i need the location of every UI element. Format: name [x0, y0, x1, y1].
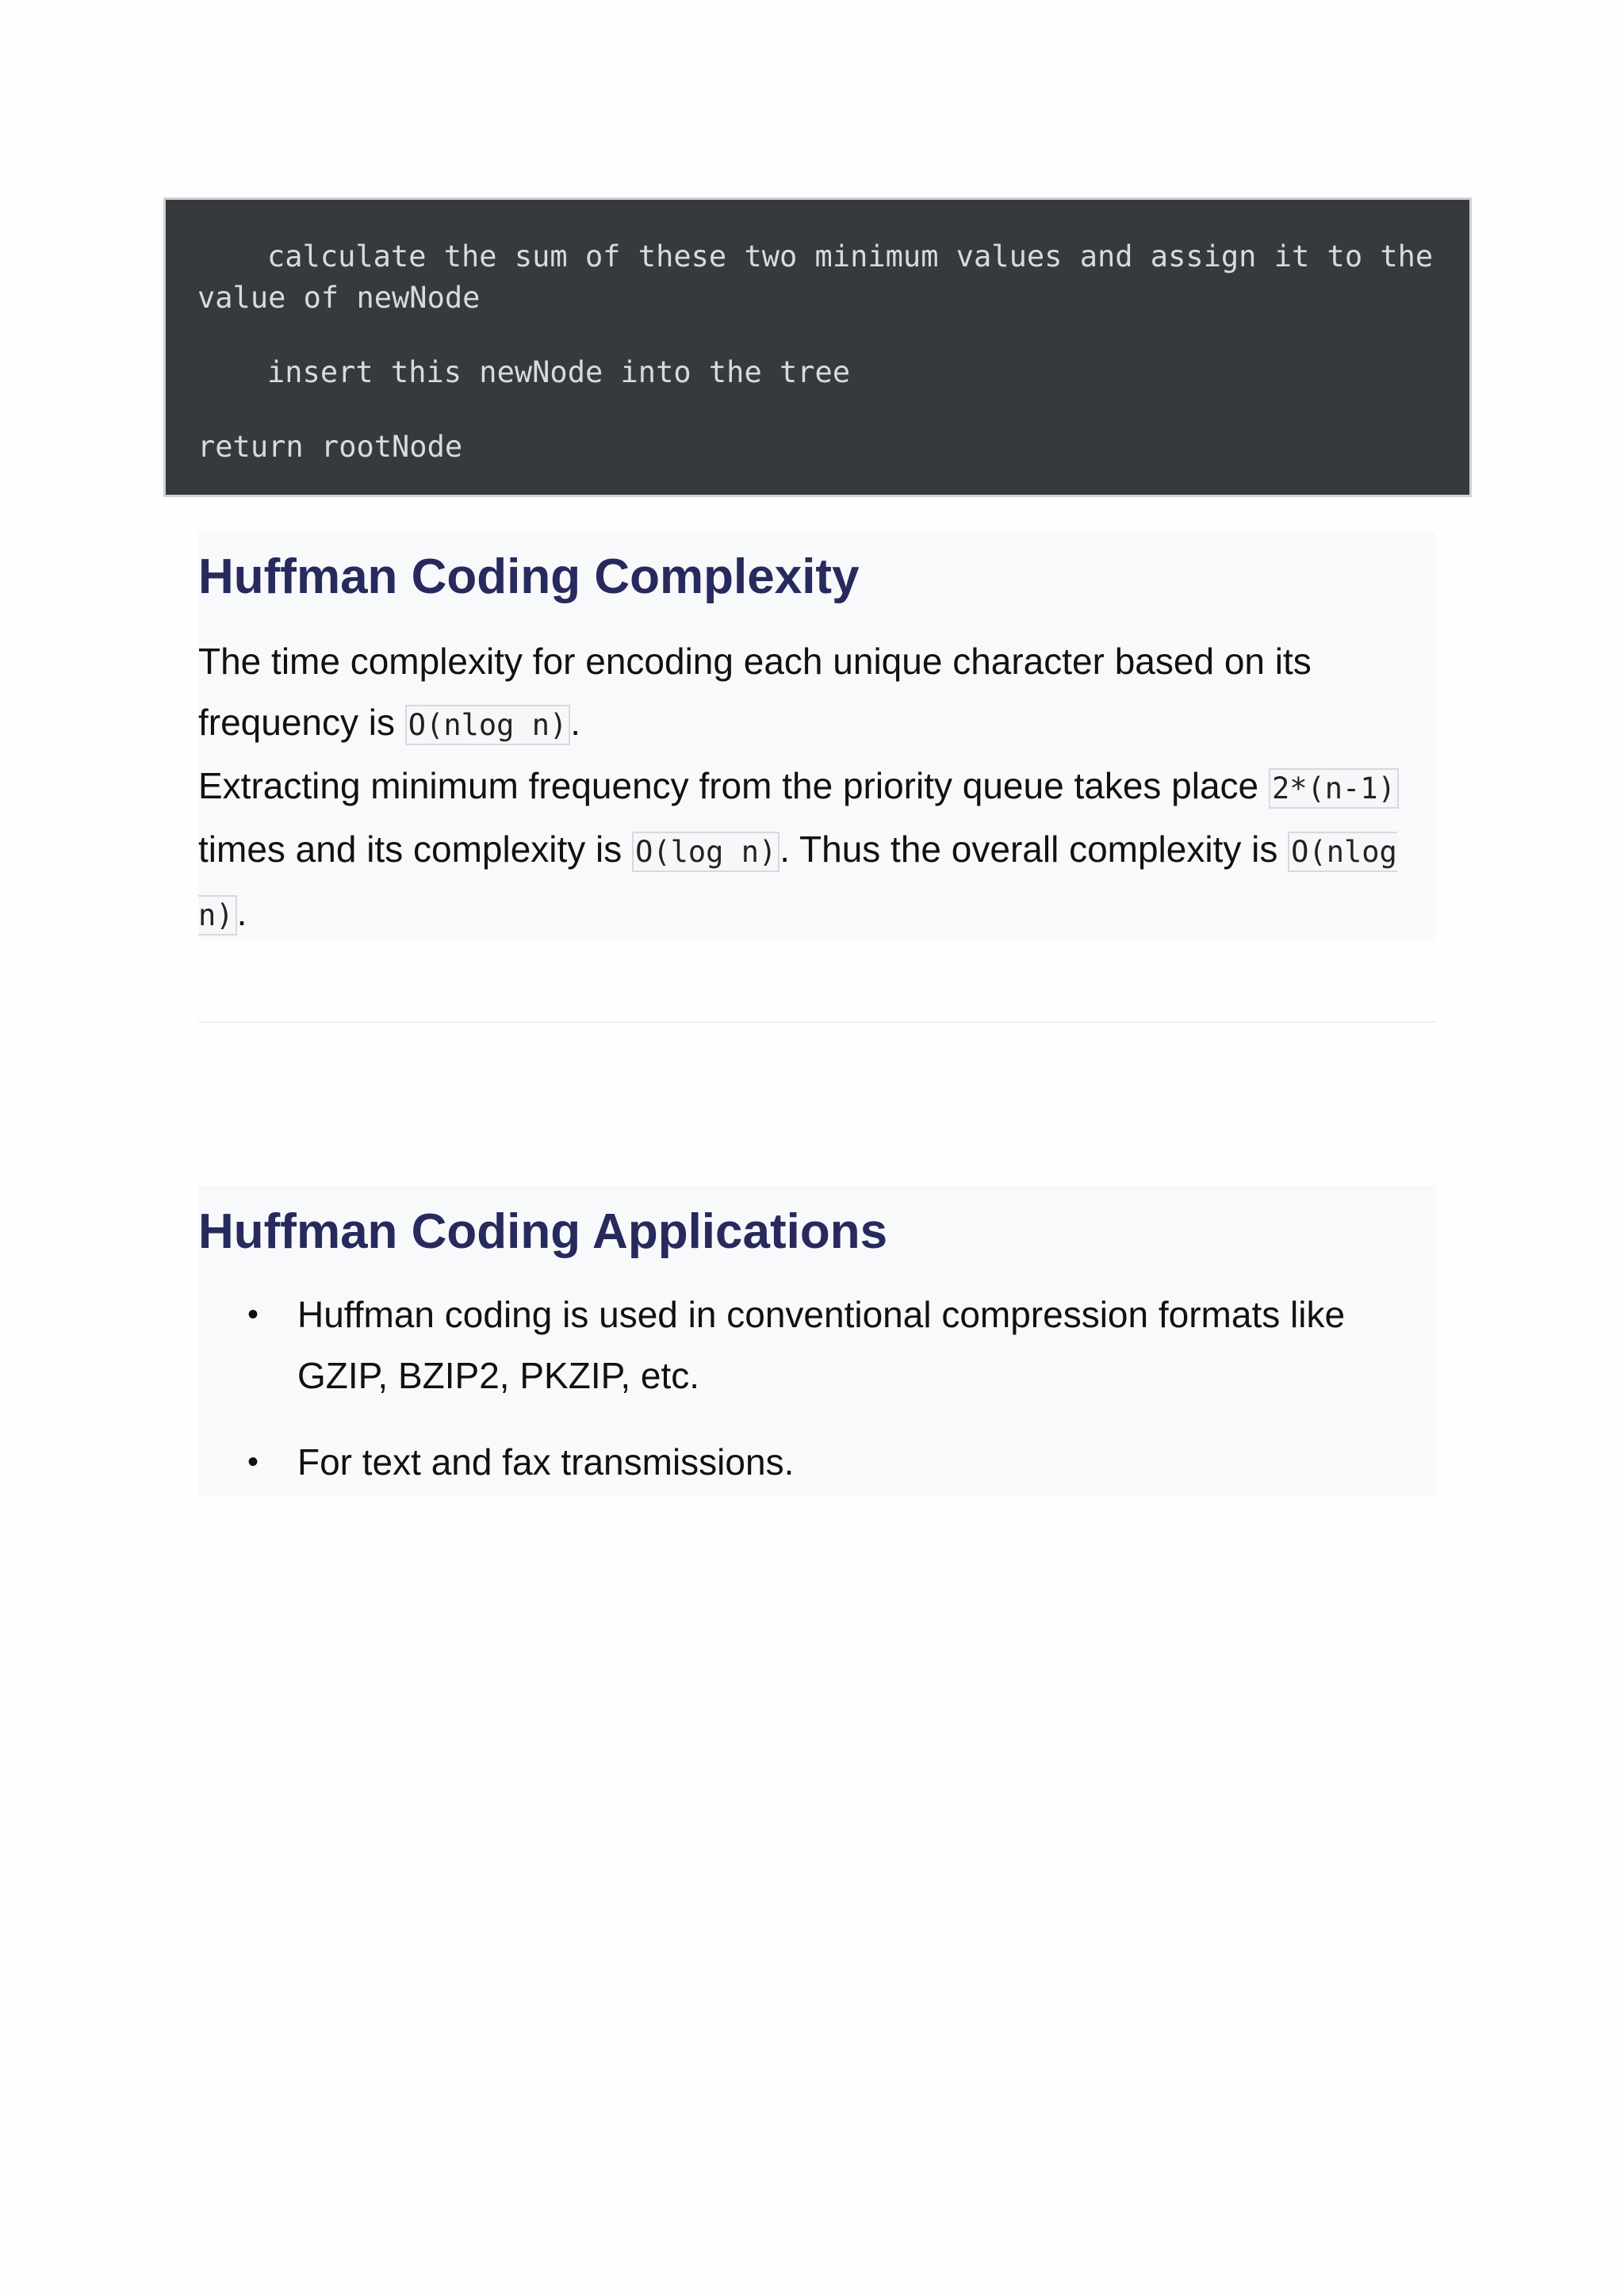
applications-list: [198, 1284, 1435, 1493]
complexity-paragraph: [198, 631, 1435, 946]
code-line-insert: insert this newNode into the tree: [267, 355, 851, 389]
complexity-text-1: The time complexity for encoding each unique character based on its frequency is: [198, 641, 1312, 743]
inline-code-2n-1: 2*(n-1): [1269, 768, 1399, 809]
code-line-sum: calculate the sum of these two minimum values and assign it to the value of newNode: [197, 239, 1434, 315]
complexity-text-2c: . Thus the overall complexity is: [779, 828, 1289, 870]
inline-code-logn: O(log n): [632, 832, 779, 872]
complexity-text-2-end: .: [236, 892, 247, 933]
inline-code-nlogn: O(nlog n): [405, 705, 570, 745]
applications-heading: Huffman Coding Applications: [198, 1204, 888, 1259]
list-item: [198, 1432, 1435, 1493]
inline-code-nlogn-overall: O(nlog n): [198, 832, 1397, 936]
complexity-heading: Huffman Coding Complexity: [198, 549, 860, 604]
pseudocode-block: [163, 197, 1472, 497]
section-divider: [198, 1021, 1435, 1023]
complexity-section: [198, 531, 1435, 939]
list-item-text: Huffman coding is used in conventional compression formats like GZIP, BZIP2, PKZIP, etc.: [297, 1294, 1346, 1396]
complexity-text-1-end: .: [570, 702, 581, 743]
complexity-text-2a: Extracting minimum frequency from the priority queue takes place: [198, 765, 1269, 806]
bullet-icon: •: [247, 1297, 259, 1332]
code-line-return: return rootNode: [197, 430, 463, 464]
list-item-text: For text and fax transmissions.: [297, 1441, 795, 1483]
bullet-icon: •: [247, 1445, 259, 1479]
complexity-text-2b: times and its complexity is: [198, 828, 633, 870]
applications-section: [198, 1186, 1435, 1495]
list-item: [198, 1284, 1435, 1406]
